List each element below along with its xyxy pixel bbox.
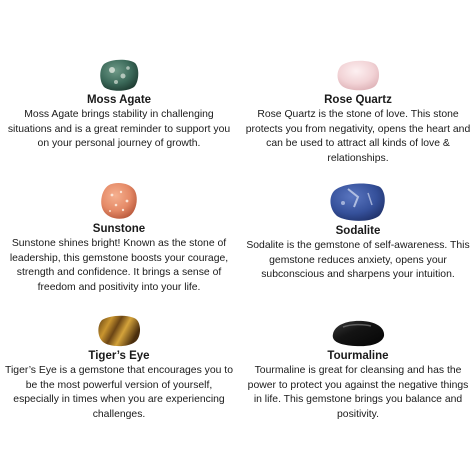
gem-card-rose-quartz xyxy=(244,58,472,166)
gem-name: Tiger’s Eye xyxy=(88,350,150,362)
gem-card-sodalite xyxy=(244,181,472,283)
tourmaline-stone-icon xyxy=(329,318,387,348)
gem-card-tourmaline xyxy=(244,318,472,422)
sodalite-stone-icon xyxy=(328,181,388,223)
gem-name: Sodalite xyxy=(335,225,381,237)
gem-name: Rose Quartz xyxy=(324,94,392,106)
rose-quartz-stone-icon xyxy=(334,58,382,92)
gem-description: Sodalite is the gemstone of self-awareness. This gemstone reduces anxiety, opens your subconscious and sharpens your intuition. xyxy=(246,240,470,281)
tigers-eye-stone-icon xyxy=(95,314,143,348)
gem-description: Moss Agate brings stability in challenging situations and is a great reminder to support you on your personal journey of growth. xyxy=(7,109,231,150)
gem-description: Sunstone shines bright! Known as the stone of leadership, this gemstone boosts your courage, strength and confidence. It brings a sense of freedom and positivity into your life. xyxy=(9,238,229,293)
sunstone-stone-icon xyxy=(99,181,139,221)
gem-name: Sunstone xyxy=(92,223,146,235)
gem-card-tigers-eye xyxy=(5,314,233,422)
gem-name: Tourmaline xyxy=(327,350,389,362)
gem-card-moss-agate xyxy=(5,58,233,152)
gem-description: Tiger’s Eye is a gemstone that encourages you to be the most powerful version of yourself, especially in times when you are experiencing challenges. xyxy=(5,365,233,420)
gem-name: Moss Agate xyxy=(86,94,152,106)
gem-description: Rose Quartz is the stone of love. This stone protects you from negativity, opens the heart and can be used to attract all kinds of love & relationships. xyxy=(245,109,471,164)
gem-card-sunstone xyxy=(5,181,233,295)
moss-agate-stone-icon xyxy=(98,58,140,92)
gem-description: Tourmaline is great for cleansing and has the power to protect you against the negative things in life. This gemstone brings you balance and positivity. xyxy=(247,365,469,420)
